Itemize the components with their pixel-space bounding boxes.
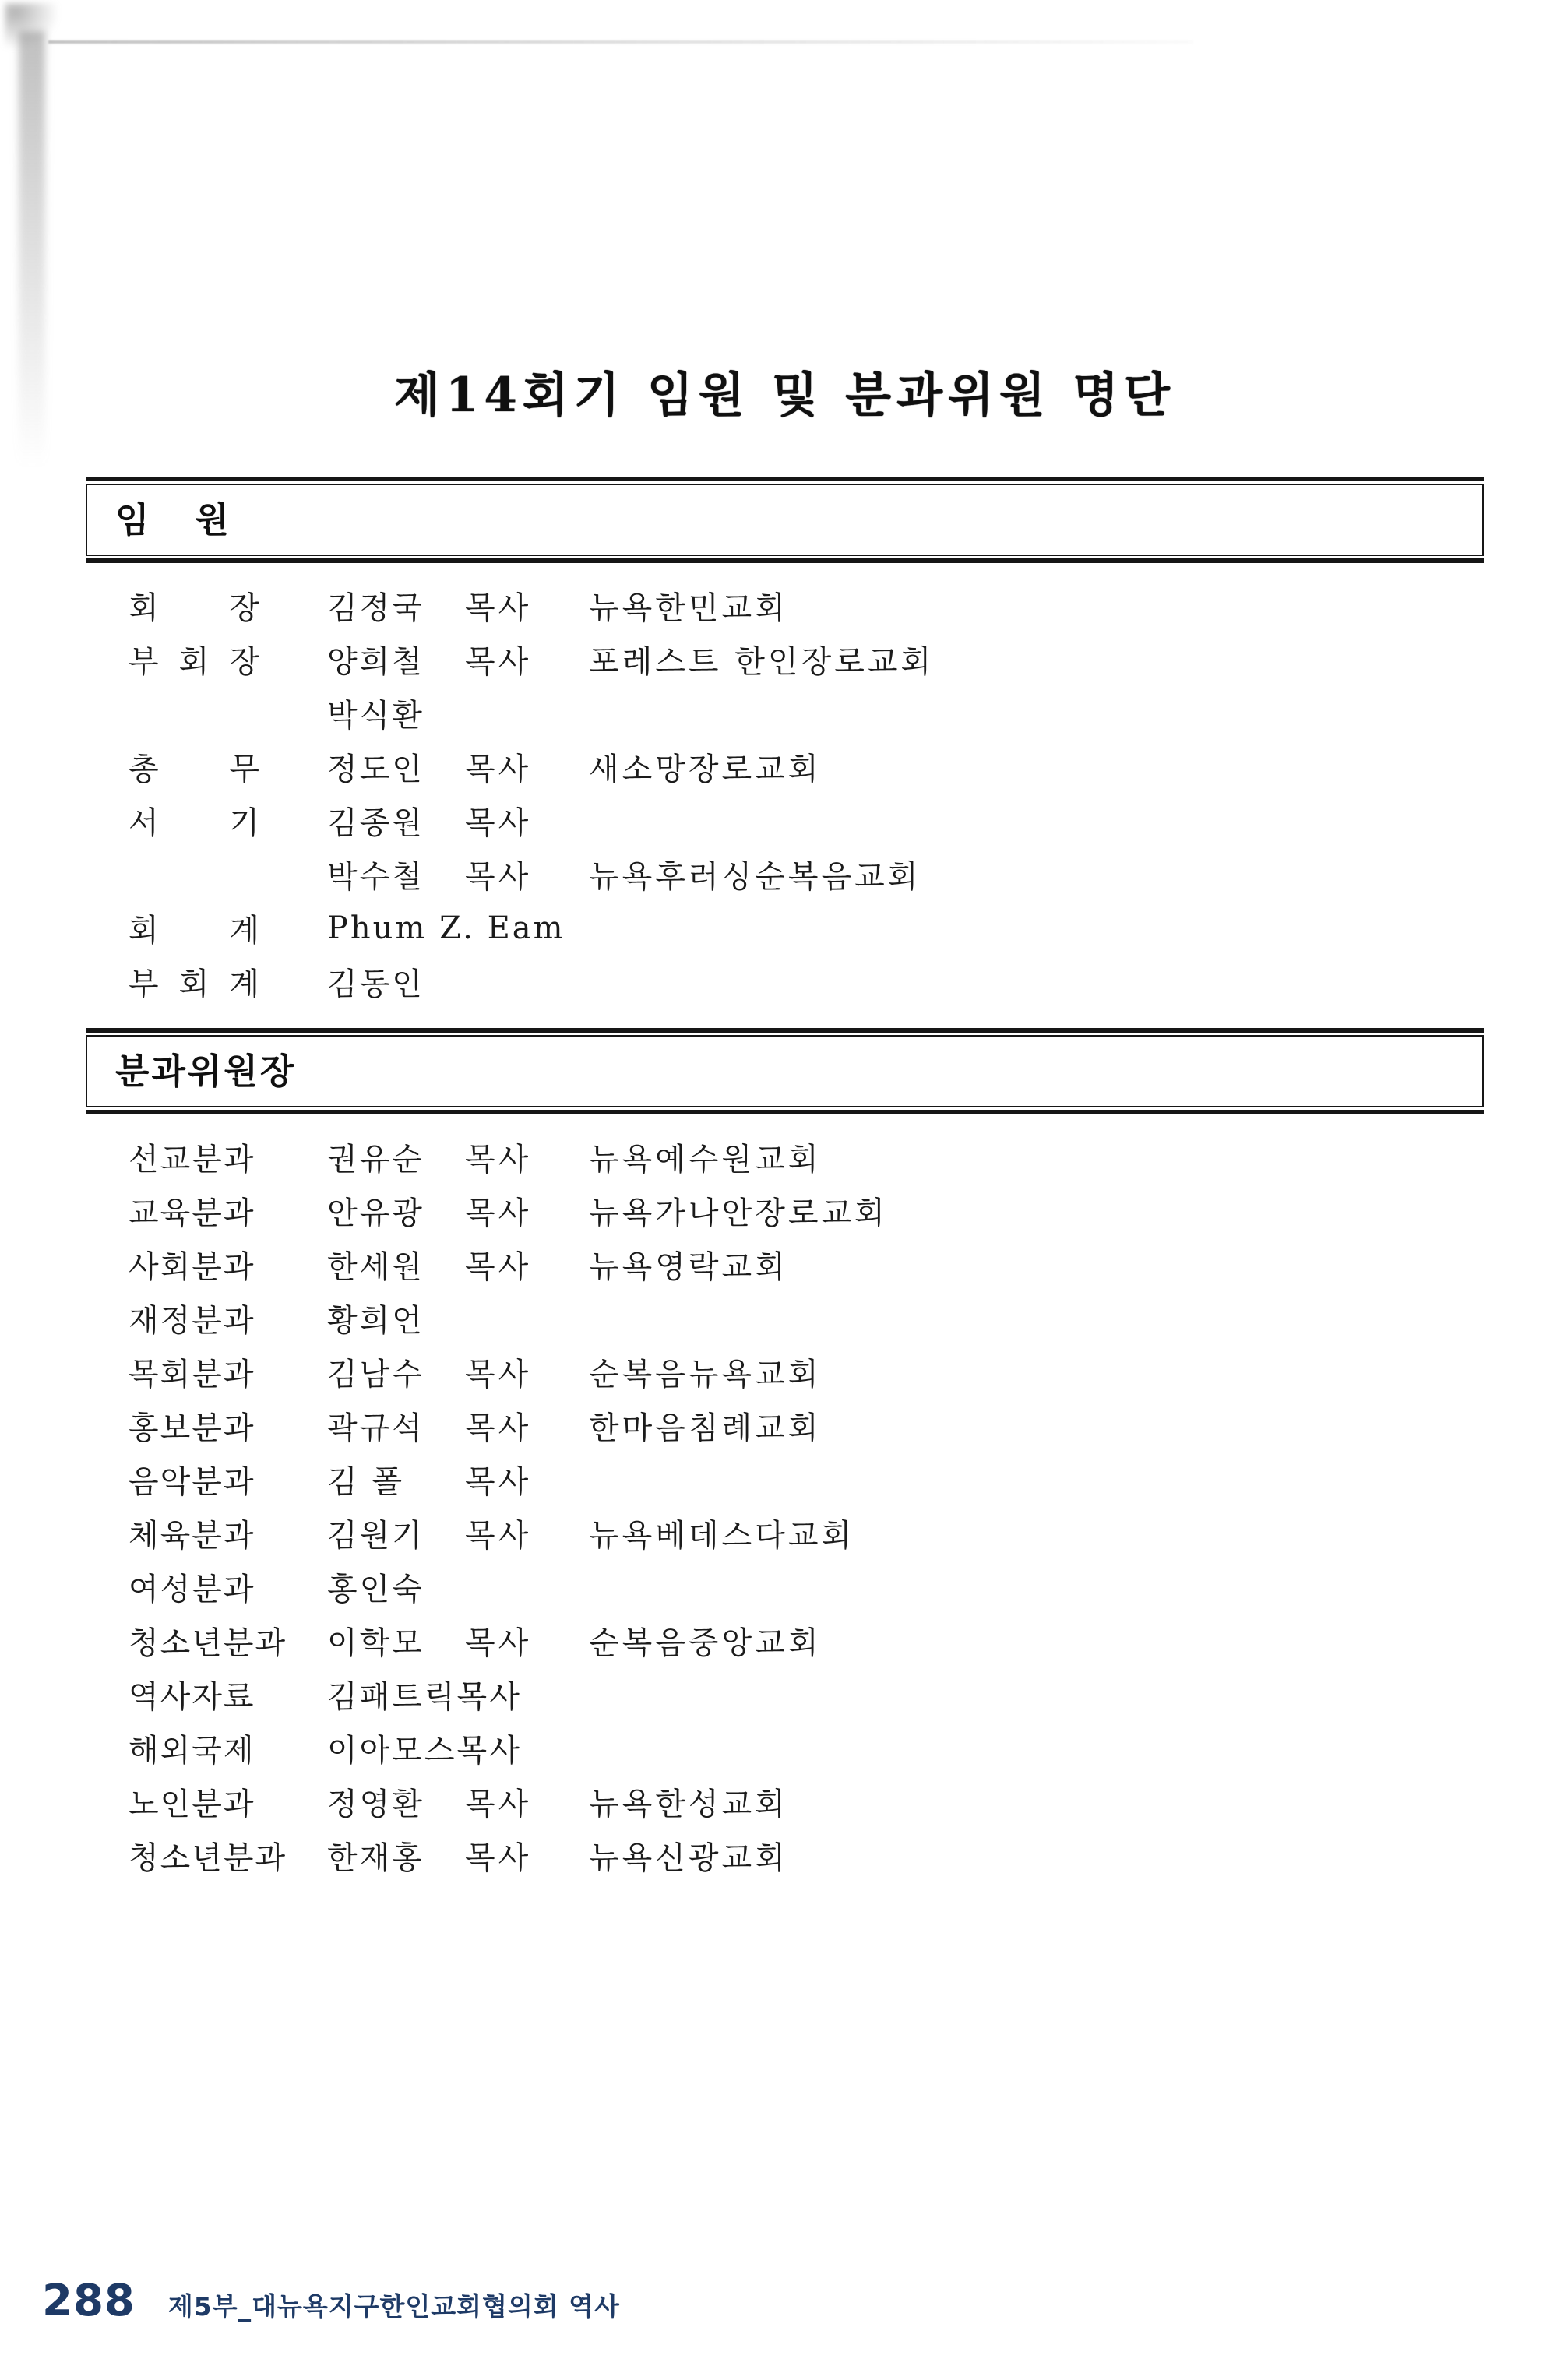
role-cell: 회 장: [129, 590, 261, 626]
table-row: [129, 1130, 1484, 1184]
name-cell: 김 폴: [327, 1464, 404, 1500]
name-cell: 한재홍: [327, 1840, 424, 1876]
role-cell: 재정분과: [129, 1303, 255, 1339]
title-cell: 목사: [465, 1840, 532, 1876]
section-header-box: [86, 477, 1484, 563]
name-cell: 이학모: [327, 1625, 424, 1661]
title-cell: 목사: [465, 1464, 532, 1500]
church-cell: 포레스트 한인장로교회: [589, 644, 935, 680]
title-cell: 목사: [465, 1787, 532, 1822]
church-cell: 새소망장로교회: [589, 752, 822, 787]
table-row: [129, 1184, 1484, 1238]
table-row: [129, 1829, 1484, 1882]
name-cell: 안유광: [327, 1195, 424, 1231]
name-cell: 김패트릭목사: [327, 1679, 522, 1715]
section-heading-officers: 임 원: [115, 499, 231, 540]
section-header-inner: [86, 1035, 1484, 1107]
table-row: [129, 1506, 1484, 1560]
section-committee-chairs: [86, 1028, 1484, 1882]
church-cell: 한마음침례교회: [589, 1410, 822, 1446]
table-row: [129, 1452, 1484, 1506]
page-title: 제14회기 임원 및 분과위원 명단: [394, 367, 1175, 423]
page-footer: [42, 2276, 620, 2326]
table-row: [129, 1614, 1484, 1667]
title-cell: 목사: [465, 1195, 532, 1231]
table-row: [129, 1721, 1484, 1775]
name-cell: 양희철: [327, 644, 424, 680]
role-cell: 노인분과: [129, 1787, 255, 1822]
name-cell: 권유순: [327, 1142, 424, 1178]
name-cell: 이아모스목사: [327, 1733, 522, 1769]
section-header-inner: [86, 484, 1484, 556]
scan-shadow-top-edge: [48, 40, 1193, 44]
name-cell: 박수철: [327, 859, 424, 895]
role-cell: 청소년분과: [129, 1840, 287, 1876]
church-cell: 순복음뉴욕교회: [589, 1357, 822, 1392]
church-cell: 뉴욕예수원교회: [589, 1142, 822, 1178]
role-cell: 선교분과: [129, 1142, 255, 1178]
table-row: [129, 1399, 1484, 1452]
church-cell: 뉴욕후러싱순복음교회: [589, 859, 921, 895]
name-cell: 정도인: [327, 752, 424, 787]
title-cell: 목사: [465, 805, 532, 841]
table-row: [129, 1667, 1484, 1721]
church-cell: 뉴욕신광교회: [589, 1840, 788, 1876]
role-cell: 사회분과: [129, 1249, 255, 1285]
section-header-box: [86, 1028, 1484, 1114]
church-cell: 뉴욕한민교회: [589, 590, 788, 626]
role-cell: 서 기: [129, 805, 261, 841]
committee-chairs-table: [86, 1114, 1484, 1882]
section-officers: [86, 477, 1484, 1009]
footer-chapter-text: 제5부_대뉴욕지구한인교회협의회 역사: [167, 2291, 620, 2322]
role-cell: 부 회 장: [129, 644, 261, 680]
table-row: [129, 632, 1484, 686]
table-row: [129, 1238, 1484, 1291]
name-cell: 정영환: [327, 1787, 424, 1822]
table-row: [129, 579, 1484, 632]
church-cell: 뉴욕가나안장로교회: [589, 1195, 888, 1231]
role-cell: 목회분과: [129, 1357, 255, 1392]
church-cell: 뉴욕영락교회: [589, 1249, 788, 1285]
role-cell: 역사자료: [129, 1679, 255, 1715]
table-row: [129, 1560, 1484, 1614]
page-number: 288: [42, 2276, 136, 2326]
role-cell: 부 회 계: [129, 966, 261, 1002]
role-cell: 교육분과: [129, 1195, 255, 1231]
church-cell: 뉴욕베데스다교회: [589, 1518, 855, 1554]
title-cell: 목사: [465, 752, 532, 787]
church-cell: 순복음중앙교회: [589, 1625, 822, 1661]
name-cell: 황희언: [327, 1303, 424, 1339]
table-row: [129, 740, 1484, 794]
scan-shadow-left-edge: [19, 31, 45, 467]
role-cell: 회 계: [129, 913, 261, 949]
officers-table: [86, 563, 1484, 1009]
table-row: [129, 794, 1484, 847]
name-cell: Phum Z. Eam: [327, 910, 565, 946]
table-row: [129, 847, 1484, 901]
title-cell: 목사: [465, 1518, 532, 1554]
title-cell: 목사: [465, 1249, 532, 1285]
table-row: [129, 1345, 1484, 1399]
title-cell: 목사: [465, 859, 532, 895]
name-cell: 박식환: [327, 698, 424, 734]
table-row: [129, 901, 1484, 955]
role-cell: 여성분과: [129, 1572, 255, 1607]
name-cell: 한세원: [327, 1249, 424, 1285]
role-cell: 총 무: [129, 752, 261, 787]
title-cell: 목사: [465, 644, 532, 680]
name-cell: 홍인숙: [327, 1572, 424, 1607]
name-cell: 곽규석: [327, 1410, 424, 1446]
table-row: [129, 1291, 1484, 1345]
name-cell: 김종원: [327, 805, 424, 841]
table-row: [129, 1775, 1484, 1829]
role-cell: 청소년분과: [129, 1625, 287, 1661]
role-cell: 해외국제: [129, 1733, 255, 1769]
church-cell: 뉴욕한성교회: [589, 1787, 788, 1822]
title-cell: 목사: [465, 1625, 532, 1661]
section-heading-committee-chairs: 분과위원장: [115, 1051, 297, 1092]
table-row: [129, 955, 1484, 1009]
name-cell: 김정국: [327, 590, 424, 626]
table-row: [129, 686, 1484, 740]
role-cell: 음악분과: [129, 1464, 255, 1500]
role-cell: 체육분과: [129, 1518, 255, 1554]
title-cell: 목사: [465, 590, 532, 626]
title-cell: 목사: [465, 1357, 532, 1392]
name-cell: 김동인: [327, 966, 424, 1002]
name-cell: 김남수: [327, 1357, 424, 1392]
title-cell: 목사: [465, 1142, 532, 1178]
name-cell: 김원기: [327, 1518, 424, 1554]
role-cell: 홍보분과: [129, 1410, 255, 1446]
title-cell: 목사: [465, 1410, 532, 1446]
